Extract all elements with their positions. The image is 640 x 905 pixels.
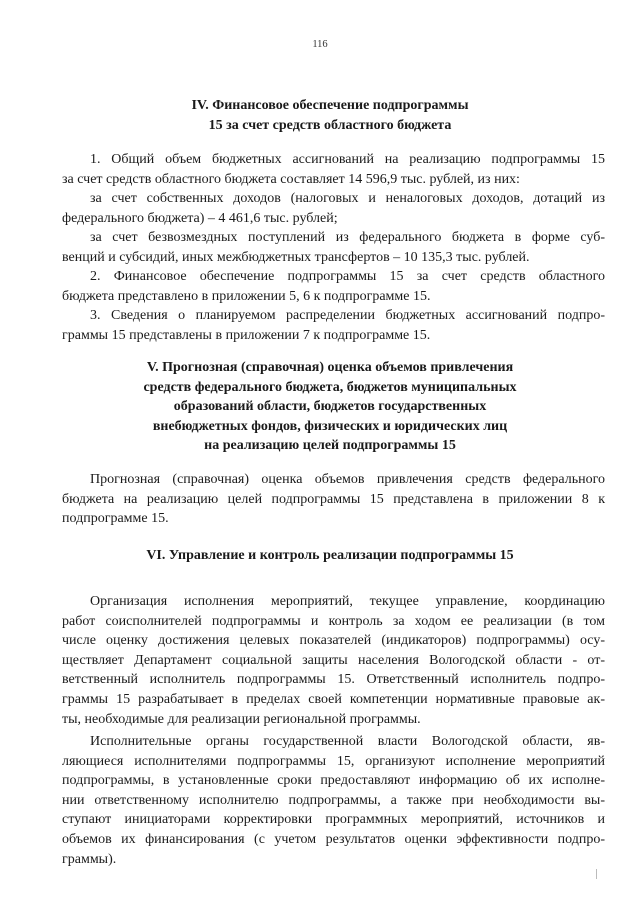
section-4-paragraph-4 <box>62 267 605 306</box>
page-number: 116 <box>312 39 328 50</box>
section-4-title-line: 15 за счет средств областного бюджета <box>208 117 452 133</box>
text-line: ветственный исполнитель подпрограммы 15. Ответственный исполнитель подпро- <box>62 672 605 688</box>
section-4-title-line: IV. Финансовое обеспечение подпрограммы <box>191 98 469 113</box>
scan-artifact-mark <box>596 869 597 879</box>
section-6-paragraph-2 <box>62 732 605 869</box>
section-5-title-line: внебюджетных фондов, физических и юридических лиц <box>152 418 508 434</box>
section-5-paragraph-1 <box>62 470 605 529</box>
section-4-paragraph-3 <box>62 228 605 267</box>
text-line: Исполнительные органы государственной власти Вологодской области, яв- <box>90 734 605 749</box>
section-6-paragraph-1 <box>62 592 605 729</box>
text-line: ты, необходимые для реализации региональной программы. <box>62 711 421 727</box>
text-line: подпрограмме 15. <box>62 511 169 527</box>
section-6-title-line: VI. Управление и контроль реализации подпрограммы 15 <box>146 548 514 563</box>
text-line: за счет собственных доходов (налоговых и неналоговых доходов, дотаций из <box>90 191 605 206</box>
text-line: числе оценку достижения целевых показателей (индикаторов) подпрограммы) осу- <box>62 633 605 649</box>
section-4-title <box>70 96 590 135</box>
text-line: ществляет Департамент социальной защиты населения Вологодской области - от- <box>62 652 605 668</box>
text-line: 1. Общий объем бюджетных ассигнований на реализацию подпрограммы 15 <box>90 152 605 167</box>
text-line: бюджета на реализацию целей подпрограммы 15 представлена в приложении 8 к <box>62 491 605 507</box>
text-line: граммы 15 представлены в приложении 7 к подпрограмме 15. <box>62 327 431 343</box>
section-4-paragraph-5 <box>62 306 605 345</box>
text-line: нии ответственному исполнителю подпрограммы, а также при необходимости вы- <box>62 792 605 808</box>
section-5-title <box>70 358 590 456</box>
section-5-title-line: средств федерального бюджета, бюджетов муниципальных <box>143 379 517 395</box>
text-line: работ соисполнителей подпрограммы и контроль за ходом ее реализации (в том <box>62 613 605 629</box>
text-line: граммы 15 разрабатывает в пределах своей компетенции нормативные правовые ак- <box>62 691 605 707</box>
section-6-title <box>70 546 590 566</box>
text-line: Организация исполнения мероприятий, текущее управление, координацию <box>90 594 605 609</box>
text-line: 2. Финансовое обеспечение подпрограммы 15 за счет средств областного <box>90 269 605 284</box>
section-4-paragraph-1 <box>62 150 605 189</box>
text-line: 3. Сведения о планируемом распределении бюджетных ассигнований подпро- <box>90 308 605 323</box>
section-5-title-line: на реализацию целей подпрограммы 15 <box>204 438 456 453</box>
text-line: объемов их финансирования (с учетом результатов оценки эффективности подпро- <box>62 831 605 847</box>
text-line: венций и субсидий, иных межбюджетных трансфертов – 10 135,3 тыс. рублей. <box>62 249 530 265</box>
text-line: подпрограммы, в установленные сроки предоставляют информацию об их исполне- <box>62 773 605 789</box>
text-line: граммы). <box>62 851 117 867</box>
text-line: за счет безвозмездных поступлений из федерального бюджета в форме суб- <box>90 230 605 245</box>
text-line: ляющиеся исполнителями подпрограммы 15, организуют исполнение мероприятий <box>62 753 605 769</box>
text-line: Прогнозная (справочная) оценка объемов привлечения средств федерального <box>90 472 605 487</box>
text-line: ступают инициаторами корректировки программных мероприятий, источников и <box>62 812 605 828</box>
section-5-title-line: образований области, бюджетов государственных <box>173 399 487 414</box>
text-line: бюджета представлено в приложении 5, 6 к подпрограмме 15. <box>62 288 431 304</box>
section-5-title-line: V. Прогнозная (справочная) оценка объемов привлечения <box>146 360 514 375</box>
text-line: федерального бюджета) – 4 461,6 тыс. рублей; <box>62 210 338 226</box>
section-4-paragraph-2 <box>62 189 605 228</box>
text-line: за счет средств областного бюджета составляет 14 596,9 тыс. рублей, из них: <box>62 171 520 187</box>
